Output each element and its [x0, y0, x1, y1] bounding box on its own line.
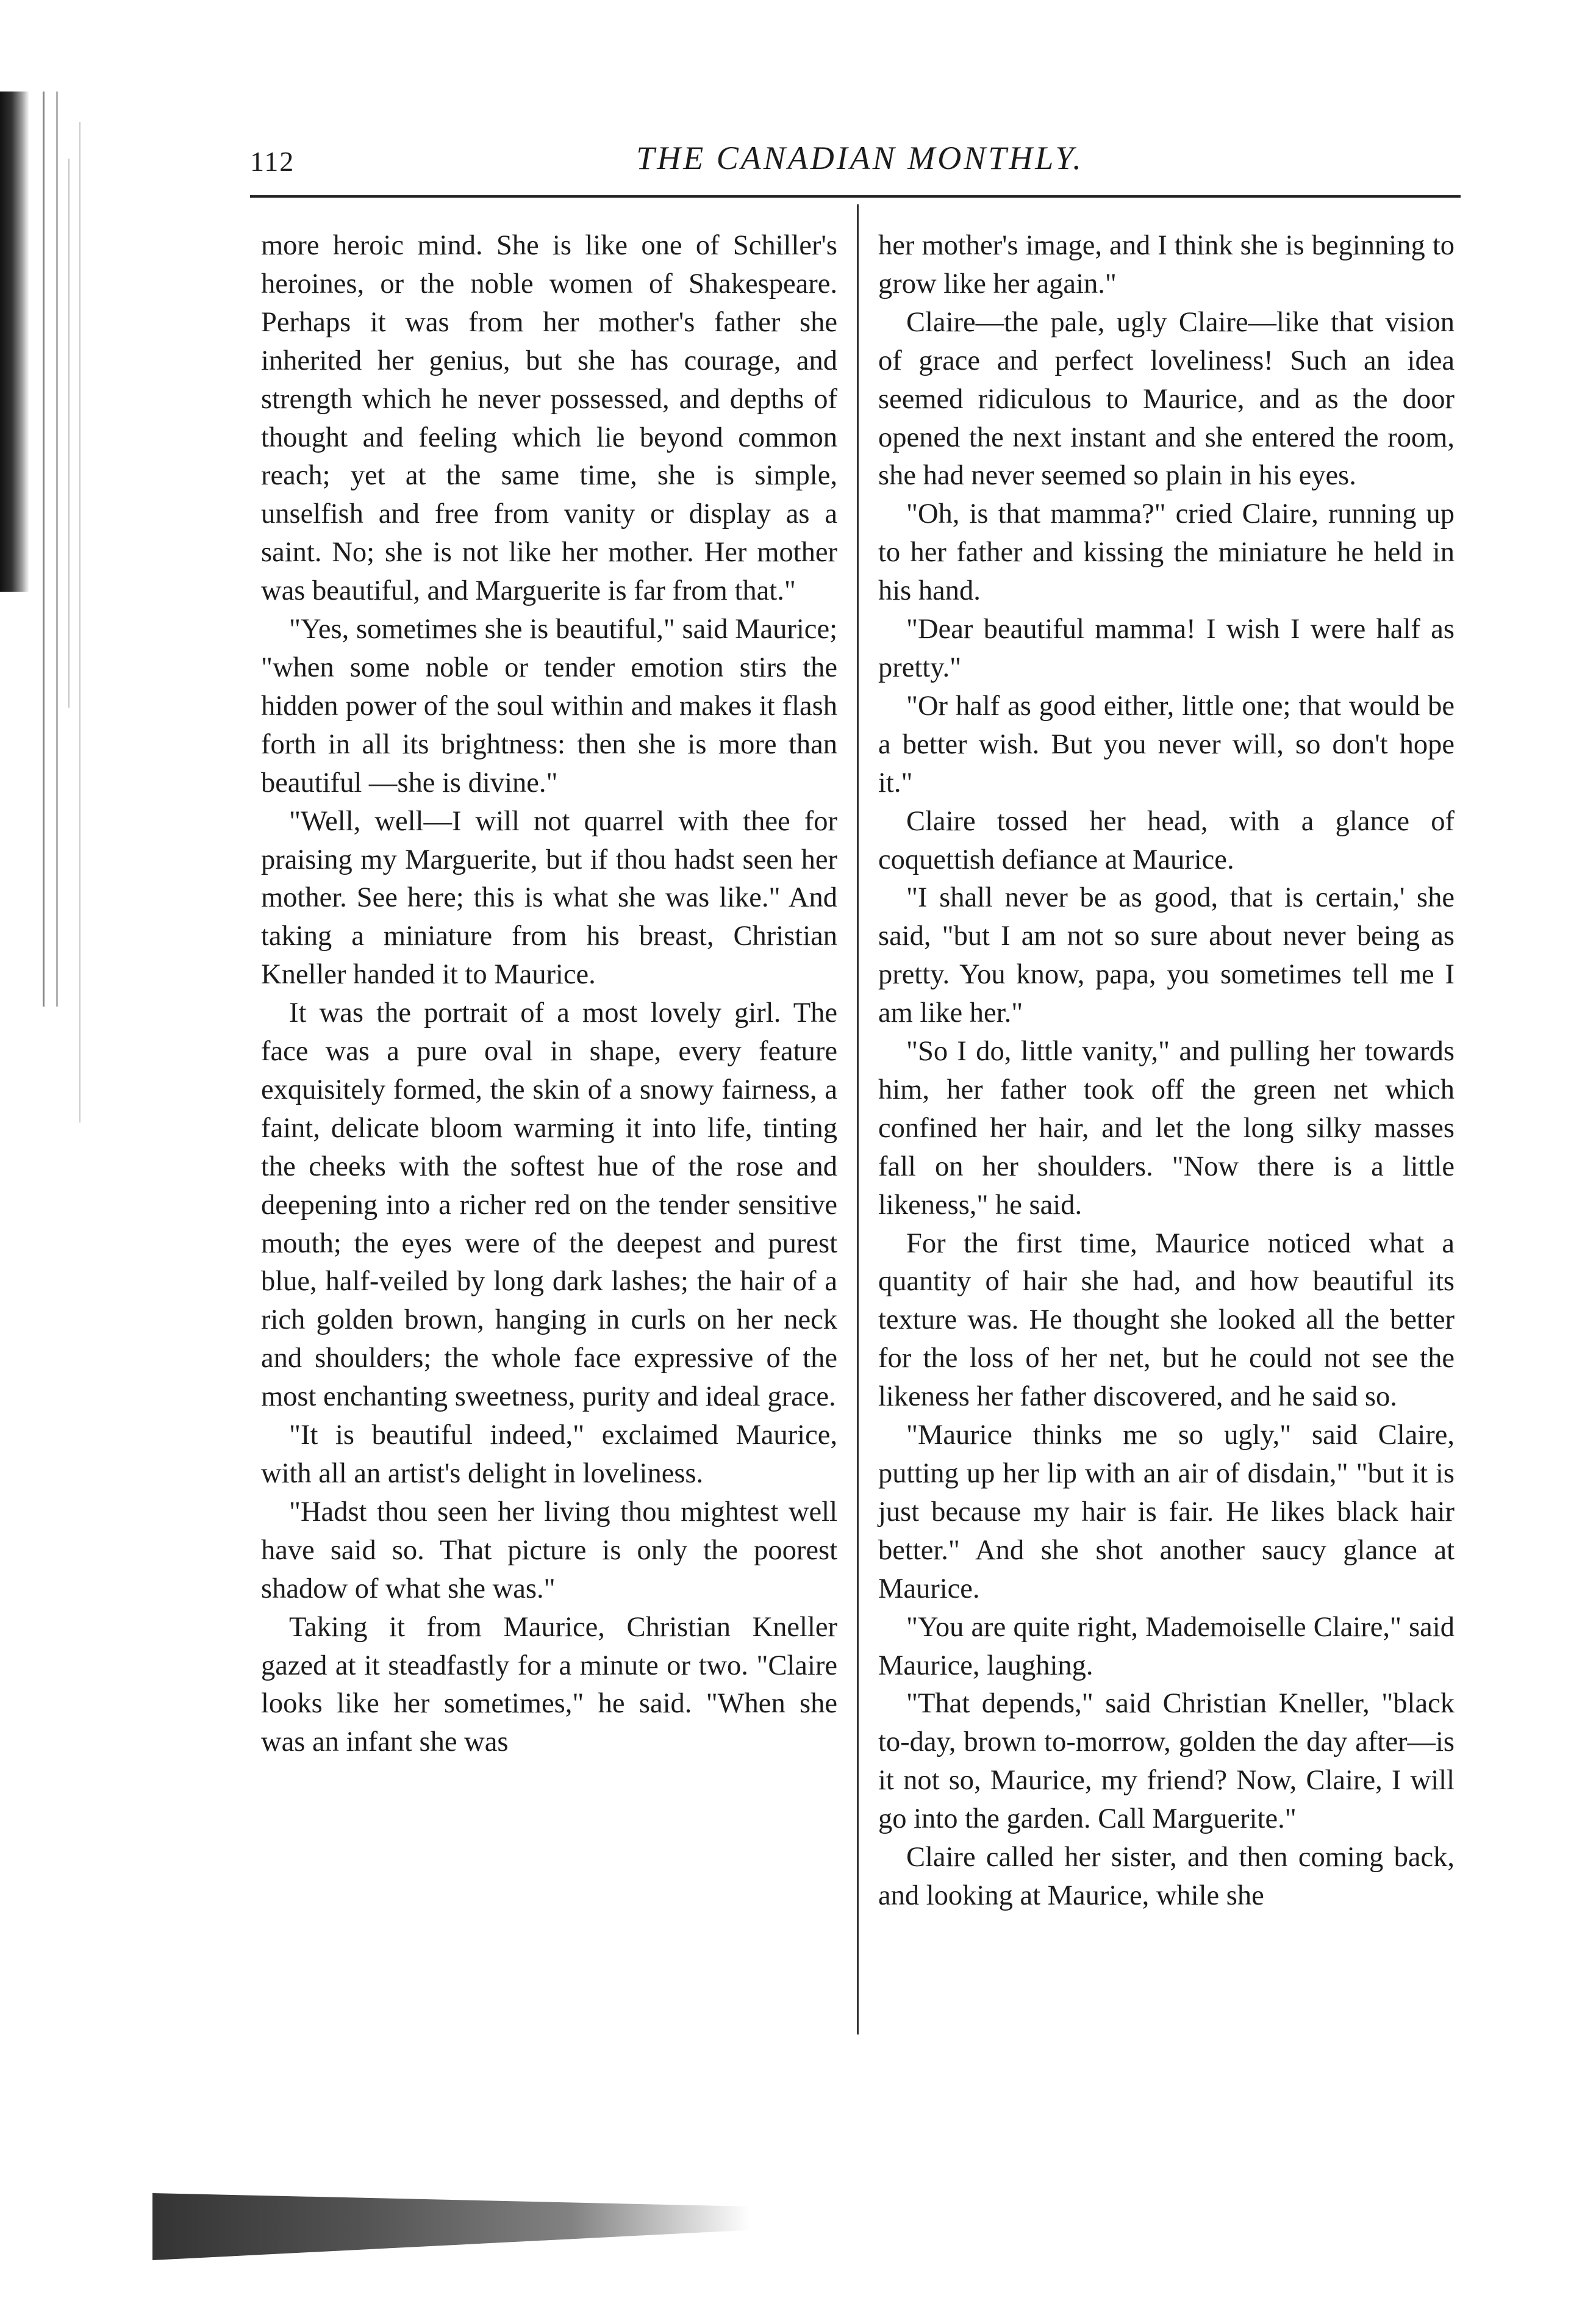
paragraph: "You are quite right, Mademoiselle Claire," said Maurice, laughing.: [878, 1611, 1455, 1681]
page-header: [250, 139, 1470, 188]
paragraph: "Hadst thou seen her living thou mightest well have said so. That picture is only the poorest shadow of what she was.": [261, 1496, 837, 1604]
right-column: [878, 227, 1455, 1916]
scan-edge-line: [56, 92, 58, 1007]
scan-edge-shadow: [0, 92, 29, 592]
page-number: 112: [250, 146, 295, 177]
paragraph: Taking it from Maurice, Christian Kneller gazed at it steadfastly for a minute or two. "Claire looks like her sometimes," he said. "When she was an infant she was: [261, 1611, 837, 1758]
paragraph: "Well, well—I will not quarrel with thee for praising my Marguerite, but if thou hadst seen her mother. See here; this is what she was like." And taking a miniature from his breast, Christian Kneller handed it to Maurice.: [261, 805, 837, 991]
paragraph: "Yes, sometimes she is beautiful," said Maurice; "when some noble or tender emotion stirs the hidden power of the soul within and makes it flash forth in all its brightness: then she is more than beautiful —she is divine.": [261, 614, 837, 799]
paragraph: Claire called her sister, and then coming back, and looking at Maurice, while she: [878, 1842, 1455, 1911]
header-rule: [250, 195, 1461, 198]
paragraph: her mother's image, and I think she is beginning to grow like her again.": [878, 230, 1455, 300]
paragraph: Claire—the pale, ugly Claire—like that vision of grace and perfect loveliness! Such an idea seemed ridiculous to Maurice, and as the door opened the next instant and she entered the room, she had never seemed so plain in his eyes.: [878, 306, 1455, 492]
column-divider: [857, 204, 859, 2034]
left-column: [261, 227, 837, 1762]
paragraph: It was the portrait of a most lovely girl. The face was a pure oval in shape, every feature exquisitely formed, the skin of a snowy fairness, a faint, delicate bloom warming it into life, tinting the cheeks with the softest hue of the rose and deepening into a richer red on the tender sensitive mouth; the eyes were of the deepest and purest blue, half-veiled by long dark lashes; the hair of a rich golden brown, hanging in curls on her neck and shoulders; the whole face expressive of the most enchanting sweetness, purity and ideal grace.: [261, 997, 837, 1413]
paragraph: "It is beautiful indeed," exclaimed Maurice, with all an artist's delight in loveliness.: [261, 1420, 837, 1489]
paragraph: "That depends," said Christian Kneller, "black to-day, brown to-morrow, golden the day after—is it not so, Maurice, my friend? Now, Claire, I will go into the garden. Call Marguerite.": [878, 1688, 1455, 1835]
paragraph: For the first time, Maurice noticed what a quantity of hair she had, and how beautiful its texture was. He thought she looked all the better for the loss of her net, but he could not see the likeness her father discovered, and he said so.: [878, 1227, 1455, 1413]
scan-smudge: [152, 2193, 750, 2260]
scan-edge-line: [43, 92, 45, 1007]
scan-edge-line: [68, 159, 70, 708]
paragraph: "Dear beautiful mamma! I wish I were half as pretty.": [878, 614, 1455, 683]
paragraph: more heroic mind. She is like one of Schiller's heroines, or the noble women of Shakespeare. Perhaps it was from her mother's father she inherited her genius, but she has courage, and strength which he never possessed, and depths of thought and feeling which lie beyond common reach; yet at the same time, she is simple, unselfish and free from vanity or display as a saint. No; she is not like her mother. Her mother was beautiful, and Marguerite is far from that.": [261, 230, 837, 607]
paragraph: Claire tossed her head, with a glance of coquettish defiance at Maurice.: [878, 805, 1455, 875]
paragraph: "Maurice thinks me so ugly," said Claire, putting up her lip with an air of disdain," "but it is just because my hair is fair. He likes black hair better." And she shot another saucy glance at Maurice.: [878, 1420, 1455, 1604]
paragraph: "So I do, little vanity," and pulling her towards him, her father took off the green net which confined her hair, and let the long silky masses fall on her shoulders. "Now there is a little likeness," he said.: [878, 1036, 1455, 1221]
paragraph: "Or half as good either, little one; that would be a better wish. But you never will, so don't hope it.": [878, 690, 1455, 799]
paragraph: "Oh, is that mamma?" cried Claire, running up to her father and kissing the miniature he held in his hand.: [878, 498, 1455, 607]
running-head: THE CANADIAN MONTHLY.: [636, 140, 1084, 176]
scan-edge-line: [79, 122, 81, 1122]
paragraph: "I shall never be as good, that is certain,' she said, "but I am not so sure about never being as pretty. You know, papa, you sometimes tell me I am like her.": [878, 882, 1455, 1029]
